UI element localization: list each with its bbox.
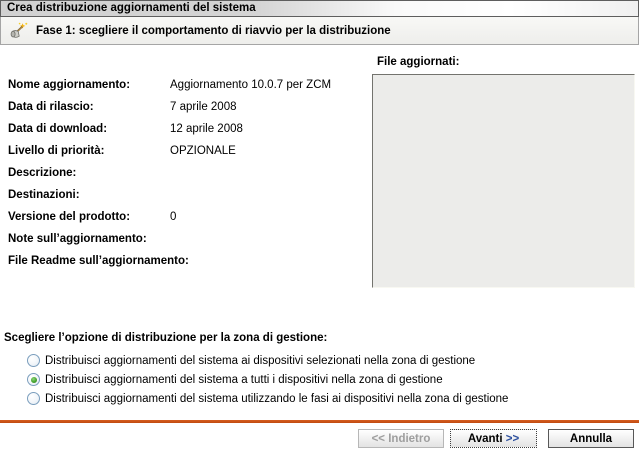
field-label: Data di download: [8, 123, 108, 135]
field-row [8, 79, 331, 101]
cancel-button[interactable]: Annulla [548, 429, 634, 448]
field-row [8, 123, 331, 145]
field-value: 7 aprile 2008 [170, 101, 237, 113]
field-row [8, 167, 331, 189]
next-button[interactable] [450, 429, 537, 448]
field-row [8, 233, 331, 255]
back-button[interactable]: << Indietro [358, 429, 444, 448]
radio-button[interactable] [27, 354, 40, 367]
field-label: Data di rilascio: [8, 101, 94, 113]
distribution-options [27, 351, 508, 408]
distribution-heading: Scegliere l’opzione di distribuzione per la zona di gestione: [4, 332, 328, 344]
updated-files-label: File aggiornati: [377, 56, 460, 68]
field-value: Aggiornamento 10.0.7 per ZCM [170, 79, 332, 91]
radio-label[interactable]: Distribuisci aggiornamenti del sistema a tutti i dispositivi nella zona di gestione [45, 373, 443, 386]
field-row [8, 255, 331, 277]
field-label: Descrizione: [8, 167, 77, 179]
radio-button[interactable] [27, 392, 40, 405]
field-value: OPZIONALE [170, 145, 236, 157]
radio-option-all-devices[interactable] [27, 370, 508, 389]
radio-option-selected-devices[interactable] [27, 351, 508, 370]
step-title: Fase 1: scegliere il comportamento di riavvio per la distribuzione [36, 24, 391, 37]
step-header [0, 17, 639, 45]
field-label: File Readme sull’aggiornamento: [8, 255, 189, 267]
field-label: Versione del prodotto: [8, 211, 131, 223]
next-button-arrows: >> [505, 432, 520, 445]
update-details [8, 79, 331, 277]
field-row [8, 189, 331, 211]
field-row [8, 145, 331, 167]
field-label: Nome aggiornamento: [8, 79, 131, 91]
radio-button[interactable] [27, 373, 40, 386]
field-row [8, 211, 331, 233]
wizard-wand-icon [10, 22, 28, 40]
dialog-title: Crea distribuzione aggiornamenti del sistema [0, 0, 639, 17]
radio-label[interactable]: Distribuisci aggiornamenti del sistema utilizzando le fasi ai dispositivi nella zona di gestione [45, 392, 509, 405]
field-value: 0 [170, 211, 177, 223]
field-row [8, 101, 331, 123]
radio-label[interactable]: Distribuisci aggiornamenti del sistema ai dispositivi selezionati nella zona di gestione [45, 354, 476, 367]
field-label: Destinazioni: [8, 189, 80, 201]
field-label: Note sull’aggiornamento: [8, 233, 147, 245]
footer-separator [0, 420, 639, 423]
field-value: 12 aprile 2008 [170, 123, 243, 135]
field-label: Livello di priorità: [8, 145, 105, 157]
radio-option-staged-devices[interactable] [27, 389, 508, 408]
next-button-label: Avanti [467, 432, 503, 445]
updated-files-list[interactable] [372, 74, 635, 288]
